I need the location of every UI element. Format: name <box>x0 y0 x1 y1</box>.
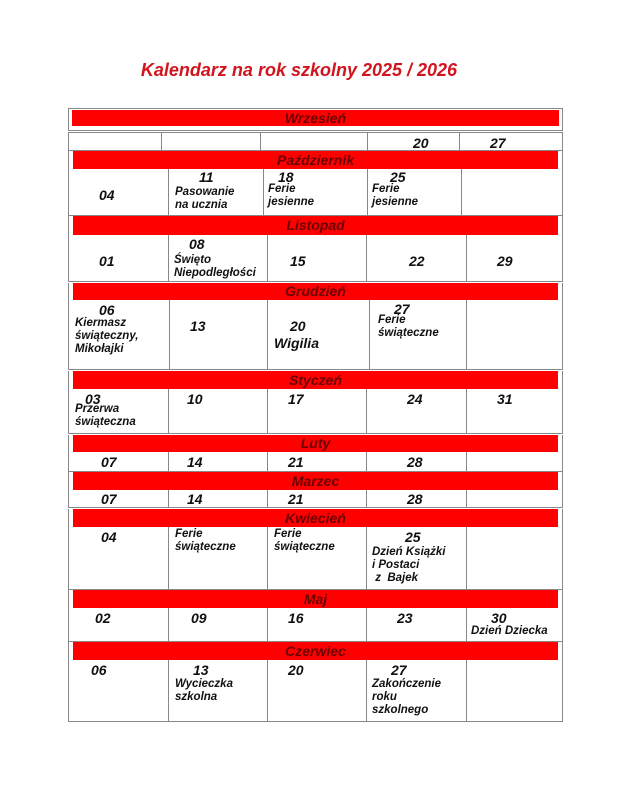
day-cell <box>168 490 267 507</box>
day-cell <box>466 490 564 507</box>
month-name: Kwiecień <box>73 509 558 527</box>
day-cell <box>466 527 564 589</box>
day-number: 04 <box>99 187 115 203</box>
day-cell <box>168 452 267 471</box>
day-cell <box>69 660 168 721</box>
month-name: Październik <box>73 151 558 169</box>
month-band <box>68 283 563 300</box>
month-name: Grudzień <box>73 283 558 300</box>
day-cell <box>263 169 367 215</box>
day-cell <box>366 490 466 507</box>
day-cell <box>466 452 564 471</box>
day-number: 14 <box>187 491 203 507</box>
day-cell <box>267 389 366 433</box>
event-note: Ferie jesienne <box>268 183 315 208</box>
day-cell <box>168 527 267 589</box>
event-note: Ferie jesienne <box>372 183 419 208</box>
day-cell <box>267 527 366 589</box>
week-row <box>68 527 563 590</box>
day-cell <box>69 490 168 507</box>
day-cell <box>367 169 461 215</box>
event-note: Zakończenie roku szkolnego <box>372 678 442 716</box>
day-cell <box>466 660 564 721</box>
month-name: Marzec <box>73 472 558 490</box>
day-number: 07 <box>101 454 117 470</box>
day-cell <box>366 608 466 641</box>
week-row <box>68 608 563 642</box>
day-number: 25 <box>390 169 406 185</box>
day-number: 13 <box>190 318 206 334</box>
day-cell <box>267 490 366 507</box>
event-note: Ferie świąteczne <box>274 528 335 553</box>
event-note: Dzień Książki i Postaci z Bajek <box>372 546 446 584</box>
month-band <box>68 472 563 490</box>
event-note: Święto Niepodległości <box>174 254 256 279</box>
day-number: 07 <box>101 491 117 507</box>
day-number: 23 <box>397 610 413 626</box>
month-name: Czerwiec <box>73 642 558 660</box>
day-number: 27 <box>490 135 506 151</box>
month-band <box>68 435 563 452</box>
day-number: 30 <box>491 610 507 626</box>
day-cell <box>367 133 459 150</box>
event-note: Wigilia <box>274 335 319 351</box>
day-number: 22 <box>409 253 425 269</box>
day-number: 01 <box>99 253 115 269</box>
week-row <box>68 490 563 508</box>
event-note: Ferie świąteczne <box>378 314 439 339</box>
day-number: 08 <box>189 236 205 252</box>
week-row <box>68 235 563 282</box>
day-number: 27 <box>394 301 410 317</box>
day-cell <box>168 235 267 281</box>
month-band <box>68 216 563 235</box>
day-cell <box>267 300 369 369</box>
page-title: Kalendarz na rok szkolny 2025 / 2026 <box>140 60 458 80</box>
week-row <box>68 452 563 472</box>
day-number: 31 <box>497 391 513 407</box>
day-cell <box>267 452 366 471</box>
day-cell <box>69 452 168 471</box>
month-name: Styczeń <box>73 371 558 389</box>
day-cell <box>366 452 466 471</box>
day-cell <box>69 608 168 641</box>
day-cell <box>69 389 168 433</box>
month-band <box>68 110 563 126</box>
day-number: 21 <box>288 491 304 507</box>
day-number: 15 <box>290 253 306 269</box>
day-number: 16 <box>288 610 304 626</box>
day-number: 21 <box>288 454 304 470</box>
month-band <box>68 590 563 608</box>
month-name: Wrzesień <box>72 110 559 126</box>
day-cell <box>366 389 466 433</box>
day-cell <box>466 235 564 281</box>
day-number: 27 <box>391 662 407 678</box>
day-number: 09 <box>191 610 207 626</box>
day-number: 28 <box>407 491 423 507</box>
month-name: Listopad <box>73 216 558 235</box>
month-band <box>68 642 563 660</box>
week-row <box>68 132 563 151</box>
day-cell <box>466 389 564 433</box>
day-cell <box>69 133 161 150</box>
day-cell <box>69 235 168 281</box>
day-cell <box>369 300 466 369</box>
day-number: 04 <box>101 529 117 545</box>
day-cell <box>267 608 366 641</box>
event-note: Wycieczka szkolna <box>175 678 233 703</box>
day-number: 06 <box>99 302 115 318</box>
day-number: 25 <box>405 529 421 545</box>
day-number: 20 <box>288 662 304 678</box>
month-name: Luty <box>73 435 558 452</box>
day-cell <box>169 300 267 369</box>
day-cell <box>466 300 564 369</box>
day-number: 02 <box>95 610 111 626</box>
month-band <box>68 151 563 169</box>
week-row <box>68 169 563 216</box>
event-note: Pasowanie na ucznia <box>175 186 235 211</box>
day-cell <box>260 133 367 150</box>
day-number: 06 <box>91 662 107 678</box>
day-cell <box>161 133 260 150</box>
event-note: Kiermasz świąteczny, Mikołajki <box>75 317 139 355</box>
day-cell <box>366 660 466 721</box>
day-number: 28 <box>407 454 423 470</box>
event-note: Ferie świąteczne <box>175 528 236 553</box>
day-cell <box>69 527 168 589</box>
day-cell <box>461 169 564 215</box>
day-number: 20 <box>290 318 306 334</box>
day-number: 17 <box>288 391 304 407</box>
day-number: 24 <box>407 391 423 407</box>
day-cell <box>69 300 169 369</box>
day-cell <box>168 169 263 215</box>
day-number: 11 <box>199 169 214 185</box>
week-row <box>68 389 563 434</box>
day-number: 10 <box>187 391 203 407</box>
day-number: 13 <box>193 662 209 678</box>
day-number: 14 <box>187 454 203 470</box>
week-row <box>68 300 563 370</box>
day-cell <box>366 527 466 589</box>
day-number: 18 <box>278 169 294 185</box>
month-band <box>68 509 563 527</box>
event-note: Dzień Dziecka <box>471 625 548 637</box>
event-note: Przerwa świąteczna <box>75 403 136 428</box>
day-cell <box>466 608 564 641</box>
month-band <box>68 371 563 389</box>
month-name: Maj <box>73 590 558 608</box>
day-cell <box>459 133 564 150</box>
day-cell <box>168 608 267 641</box>
day-number: 29 <box>497 253 513 269</box>
day-cell <box>168 389 267 433</box>
day-number: 20 <box>413 135 429 151</box>
day-cell <box>69 169 168 215</box>
week-row <box>68 660 563 722</box>
day-number: 03 <box>85 391 101 407</box>
day-cell <box>168 660 267 721</box>
day-cell <box>366 235 466 281</box>
day-cell <box>267 235 366 281</box>
day-cell <box>267 660 366 721</box>
